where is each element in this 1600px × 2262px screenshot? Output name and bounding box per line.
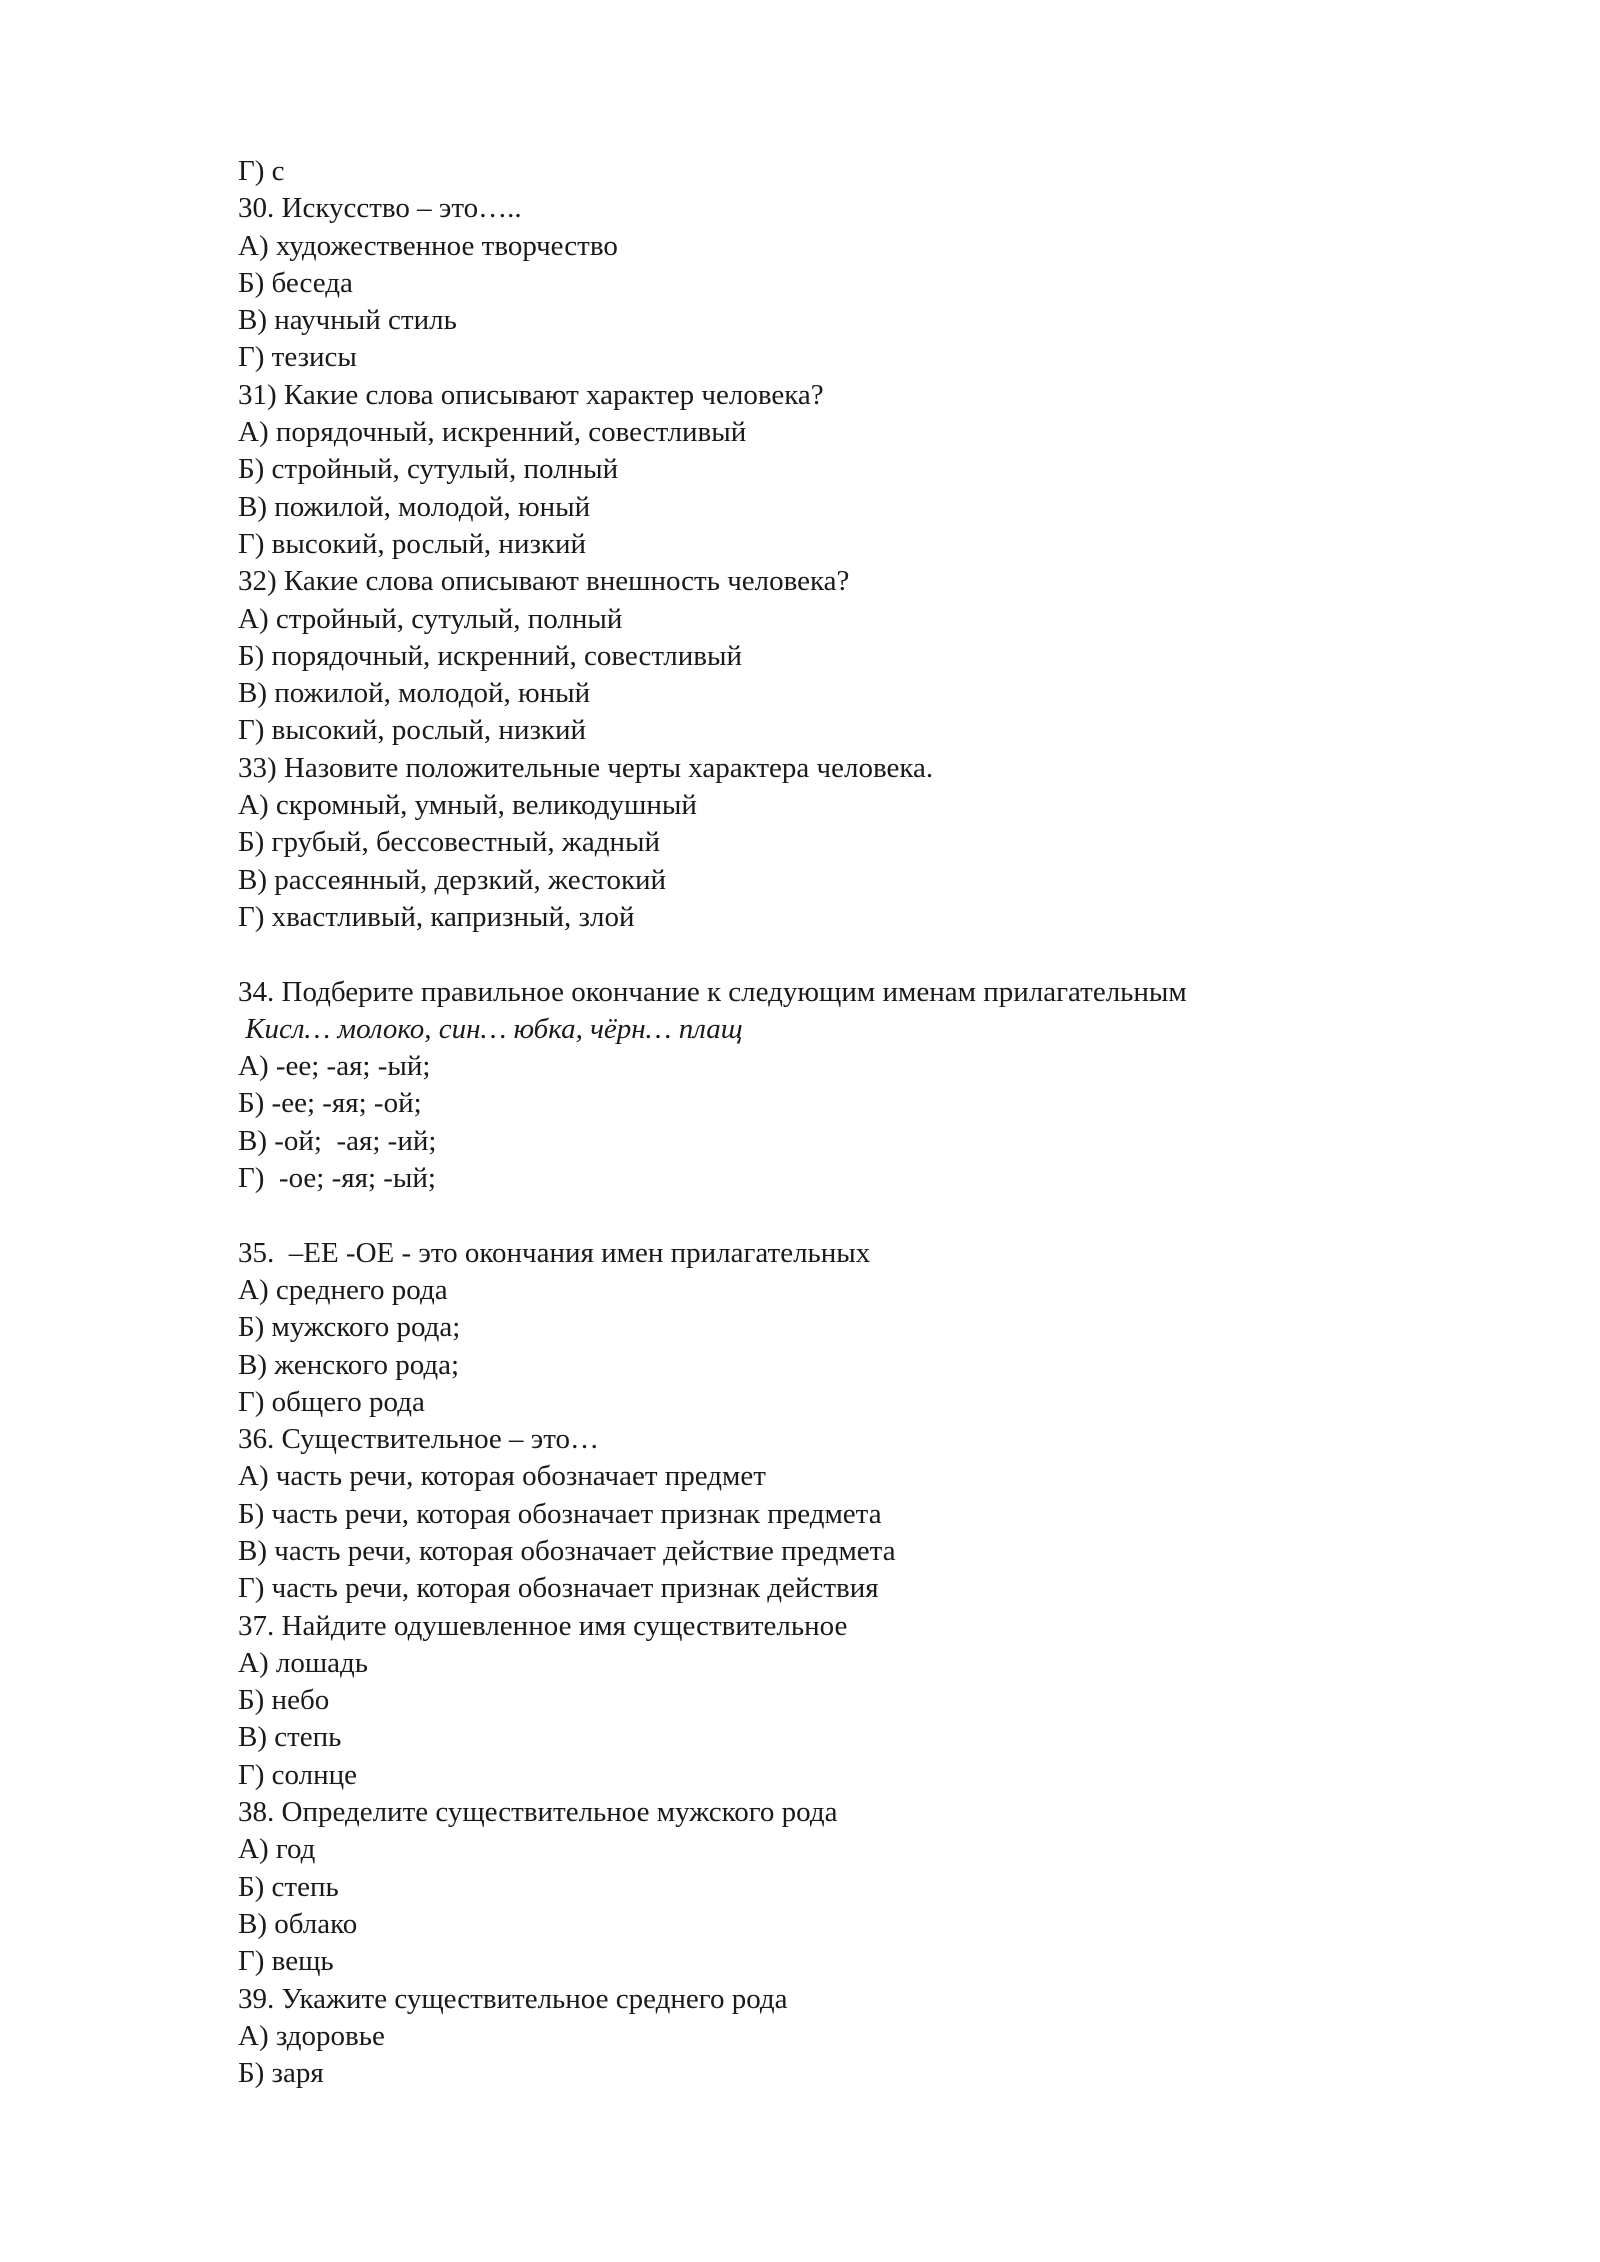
answer-option: А) стройный, сутулый, полный — [238, 602, 623, 635]
answer-option: Б) мужского рода; — [238, 1311, 461, 1344]
answer-option: В) рассеянный, дерзкий, жестокий — [238, 863, 667, 896]
document-body — [238, 153, 1438, 2092]
answer-option: А) скромный, умный, великодушный — [238, 789, 697, 822]
answer-option: В) часть речи, которая обозначает действие предмета — [238, 1534, 896, 1567]
answer-option: А) художественное творчество — [238, 229, 618, 262]
blank-line — [238, 936, 1438, 973]
answer-option: В) облако — [238, 1907, 358, 1940]
answer-option: Б) небо — [238, 1684, 330, 1717]
answer-option: Г) высокий, рослый, низкий — [238, 714, 587, 747]
blank-line — [238, 1197, 1438, 1234]
question-line: 35. –ЕЕ -ОЕ - это окончания имен прилагательных — [238, 1236, 871, 1269]
answer-option: Б) беседа — [238, 266, 353, 299]
answer-option: А) год — [238, 1833, 316, 1866]
answer-option: Б) заря — [238, 2057, 324, 2090]
answer-option: В) научный стиль — [238, 304, 457, 337]
answer-option: А) -ее; -ая; -ый; — [238, 1050, 431, 1083]
answer-option: Г) высокий, рослый, низкий — [238, 527, 587, 560]
question-line: 33) Назовите положительные черты характера человека. — [238, 751, 934, 784]
question-line: 39. Укажите существительное среднего рода — [238, 1982, 788, 2015]
answer-option: Б) стройный, сутулый, полный — [238, 453, 619, 486]
answer-option: В) -ой; -ая; -ий; — [238, 1124, 437, 1157]
answer-option: Г) общего рода — [238, 1385, 425, 1418]
answer-option: Г) хвастливый, капризный, злой — [238, 900, 635, 933]
question-line: 37. Найдите одушевленное имя существительное — [238, 1609, 848, 1642]
question-line: 32) Какие слова описывают внешность человека? — [238, 565, 850, 598]
answer-option: Б) грубый, бессовестный, жадный — [238, 826, 661, 859]
answer-option: Б) -ее; -яя; -ой; — [238, 1087, 422, 1120]
answer-option: Г) тезисы — [238, 341, 357, 374]
answer-option: Б) степь — [238, 1870, 339, 1903]
answer-option: В) пожилой, молодой, юный — [238, 677, 591, 710]
answer-option: В) степь — [238, 1721, 342, 1754]
answer-option: Б) часть речи, которая обозначает признак предмета — [238, 1497, 882, 1530]
answer-option: Б) порядочный, искренний, совестливый — [238, 639, 742, 672]
answer-option: А) лошадь — [238, 1646, 369, 1679]
answer-option: Г) вещь — [238, 1945, 334, 1978]
question-line: 30. Искусство – это….. — [238, 192, 522, 225]
question-line: 36. Существительное – это… — [238, 1423, 600, 1456]
question-line: 38. Определите существительное мужского рода — [238, 1796, 838, 1829]
question-line: 31) Какие слова описывают характер человека? — [238, 378, 824, 411]
question-line: 34. Подберите правильное окончание к следующим именам прилагательным — [238, 975, 1187, 1008]
answer-option: А) среднего рода — [238, 1273, 448, 1306]
answer-option: А) порядочный, искренний, совестливый — [238, 416, 747, 449]
answer-option: Г) часть речи, которая обозначает признак действия — [238, 1572, 879, 1605]
answer-option: В) пожилой, молодой, юный — [238, 490, 591, 523]
answer-option: В) женского рода; — [238, 1348, 460, 1381]
answer-option: А) часть речи, которая обозначает предмет — [238, 1460, 766, 1493]
answer-option: А) здоровье — [238, 2019, 385, 2052]
answer-option: Г) с — [238, 155, 285, 187]
example-words: Кисл… молоко, син… юбка, чёрн… плащ — [238, 1012, 743, 1045]
answer-option: Г) -ое; -яя; -ый; — [238, 1162, 436, 1195]
answer-option: Г) солнце — [238, 1758, 358, 1791]
